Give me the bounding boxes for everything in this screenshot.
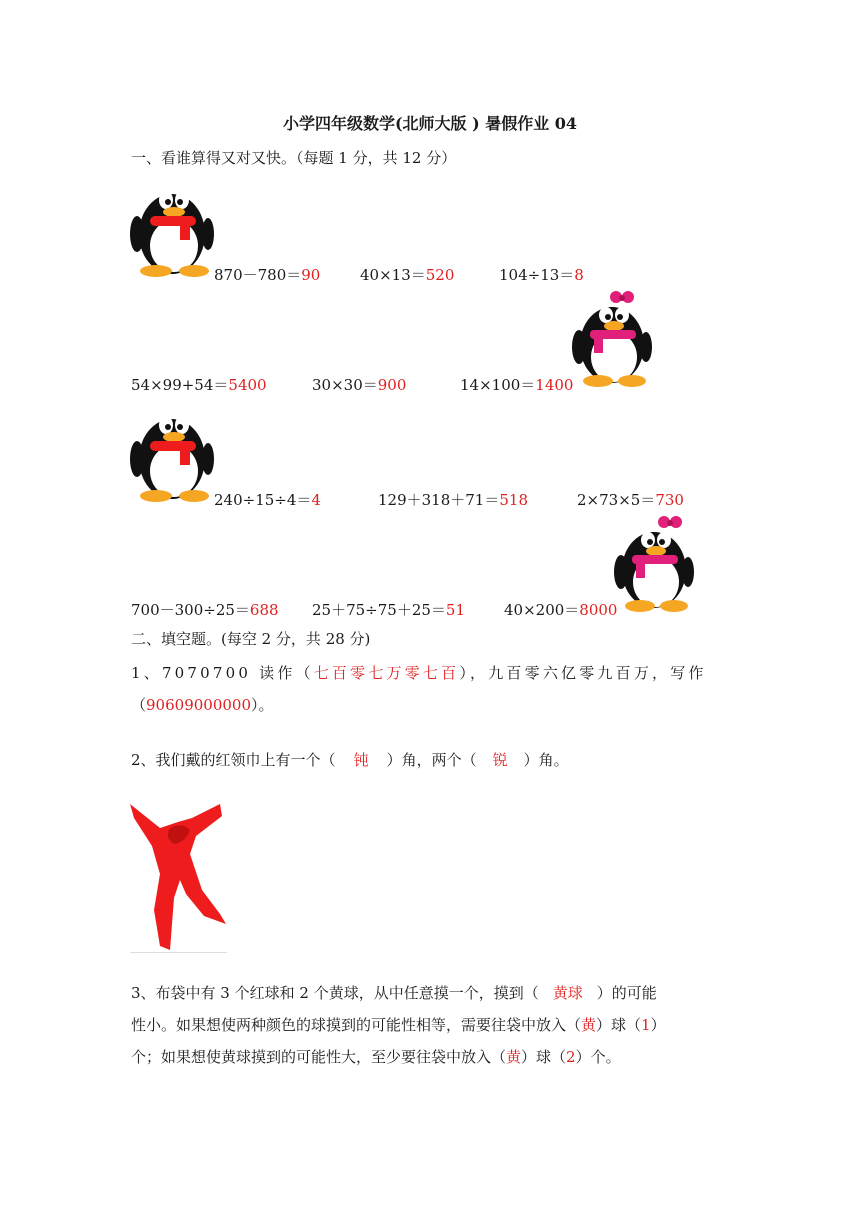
calc-item: 40×13＝520 [360,266,455,284]
penguin-girl-icon [572,287,654,389]
calc-item: 240÷15÷4＝4 [214,491,321,509]
calc-item: 870－780＝90 [214,266,321,284]
calc-item: 54×99+54＝5400 [131,376,267,394]
calc-item: 40×200＝8000 [504,601,618,619]
penguin-boy-icon [130,397,214,505]
section1-heading: 一、看谁算得又对又快。（每题 1 分，共 12 分） [131,149,457,167]
question-3: 3、布袋中有 3 个红球和 2 个黄球，从中任意摸一个，摸到（ 黄球 ）的可能 性小。如果想使两种颜色的球摸到的可能性相等，需要往袋中放入（黄）球（1） 个；如果想使黄球摸到的可能性大，至少要往袋中放入（黄）球（2）个。 [131,984,666,1066]
calc-item: 104÷13＝8 [499,266,584,284]
calc-item: 700－300÷25＝688 [131,601,279,619]
penguin-boy-icon [130,172,214,280]
calc-item: 14×100＝1400 [460,376,574,394]
calc-item: 25＋75÷75＋25＝51 [312,601,466,619]
question-1: 1、7070700 读作（七百零七万零七百），九百零六亿零九百万，写作 （90609000000）。 [131,664,707,714]
calc-item: 2×73×5＝730 [577,491,684,509]
penguin-girl-icon [614,512,696,614]
page-title: 小学四年级数学(北师大版 ) 暑假作业 04 [282,114,578,133]
calc-item: 30×30＝900 [312,376,407,394]
calc-item: 129＋318＋71＝518 [378,491,528,509]
red-scarf-image [130,800,227,953]
question-2: 2、我们戴的红领巾上有一个（ 钝 ）角，两个（ 锐 ）角。 [131,751,569,769]
section2-heading: 二、填空题。(每空 2 分，共 28 分) [131,630,371,648]
